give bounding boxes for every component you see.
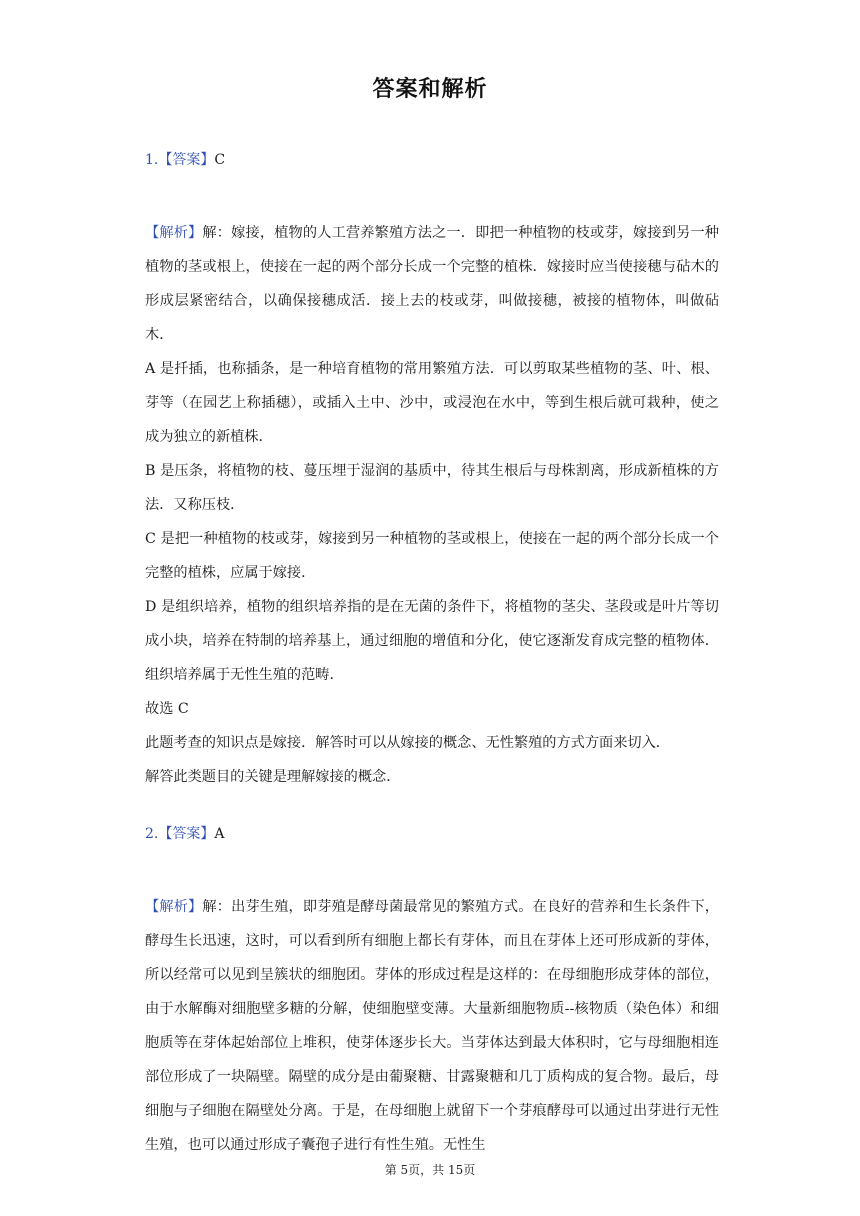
q2-explain-label: 【解析】 xyxy=(145,899,203,915)
page-footer: 第 5页，共 15页 xyxy=(384,1163,476,1177)
q2-answer-value: A xyxy=(214,826,225,842)
q1-explanation xyxy=(145,216,719,352)
q1-option-a: A 是扦插，也称插条，是一种培育植物的常用繁殖方法．可以剪取某些植物的茎、叶、根、芽等（在园艺上称插穗），或插入土中、沙中，或浸泡在水中，等到生根后就可栽种，使之成为独立的新植株． xyxy=(145,361,719,445)
q1-explain-text: 解：嫁接，植物的人工营养繁殖方法之一．即把一种植物的枝或芽，嫁接到另一种植物的茎或根上，使接在一起的两个部分长成一个完整的植株．嫁接时应当使接穗与砧木的形成层紧密结合，以确保接穗成活．接上去的枝或芽，叫做接穗，被接的植物体，叫做砧木． xyxy=(145,225,719,343)
q2-explanation xyxy=(145,890,719,1162)
q1-explain-label: 【解析】 xyxy=(145,225,203,241)
q2-answer-label: 【答案】 xyxy=(158,826,215,842)
q1-answer-value: C xyxy=(214,152,226,168)
q1-option-b: B 是压条，将植物的枝、蔓压埋于湿润的基质中，待其生根后与母株割离，形成新植株的方法．又称压枝． xyxy=(145,463,719,513)
q1-answer-label: 【答案】 xyxy=(158,152,215,168)
q1-option-c: C 是把一种植物的枝或芽，嫁接到另一种植物的茎或根上，使接在一起的两个部分长成一个完整的植株，应属于嫁接． xyxy=(145,531,719,581)
spacer xyxy=(145,172,719,216)
spacer xyxy=(145,794,719,822)
q1-option-d: D 是组织培养，植物的组织培养指的是在无菌的条件下，将植物的茎尖、茎段或是叶片等切成小块，培养在特制的培养基上，通过细胞的增值和分化，使它逐渐发育成完整的植物体．组织培养属于无性生殖的范畴． xyxy=(145,599,719,683)
q1-summary-1: 此题考查的知识点是嫁接．解答时可以从嫁接的概念、无性繁殖的方式方面来切入． xyxy=(145,735,670,751)
q1-summary-2: 解答此类题目的关键是理解嫁接的概念． xyxy=(145,769,401,785)
q1-answer-line xyxy=(145,148,719,172)
spacer xyxy=(145,846,719,890)
document-body xyxy=(145,148,719,1162)
page-title: 答案和解析 xyxy=(372,77,488,102)
q2-explain-text: 解：出芽生殖，即芽殖是酵母菌最常见的繁殖方式。在良好的营养和生长条件下，酵母生长迅速，这时，可以看到所有细胞上都长有芽体，而且在芽体上还可形成新的芽体，所以经常可以见到呈簇状的细胞团。芽体的形成过程是这样的：在母细胞形成芽体的部位，由于水解酶对细胞壁多糖的分解，使细胞壁变薄。大量新细胞物质--核物质（染色体）和细胞质等在芽体起始部位上堆积，使芽体逐步长大。当芽体达到最大体积时，它与母细胞相连部位形成了一块隔壁。隔壁的成分是由葡聚糖、甘露聚糖和几丁质构成的复合物。最后，母细胞与子细胞在隔壁处分离。于是，在母细胞上就留下一个芽痕酵母可以通过出芽进行无性生殖，也可以通过形成子囊孢子进行有性生殖。无性生 xyxy=(145,899,719,1153)
q2-number: 2. xyxy=(145,826,159,842)
q2-answer-line xyxy=(145,822,719,846)
q1-choose: 故选 C xyxy=(145,701,189,717)
q1-number: 1. xyxy=(145,152,159,168)
